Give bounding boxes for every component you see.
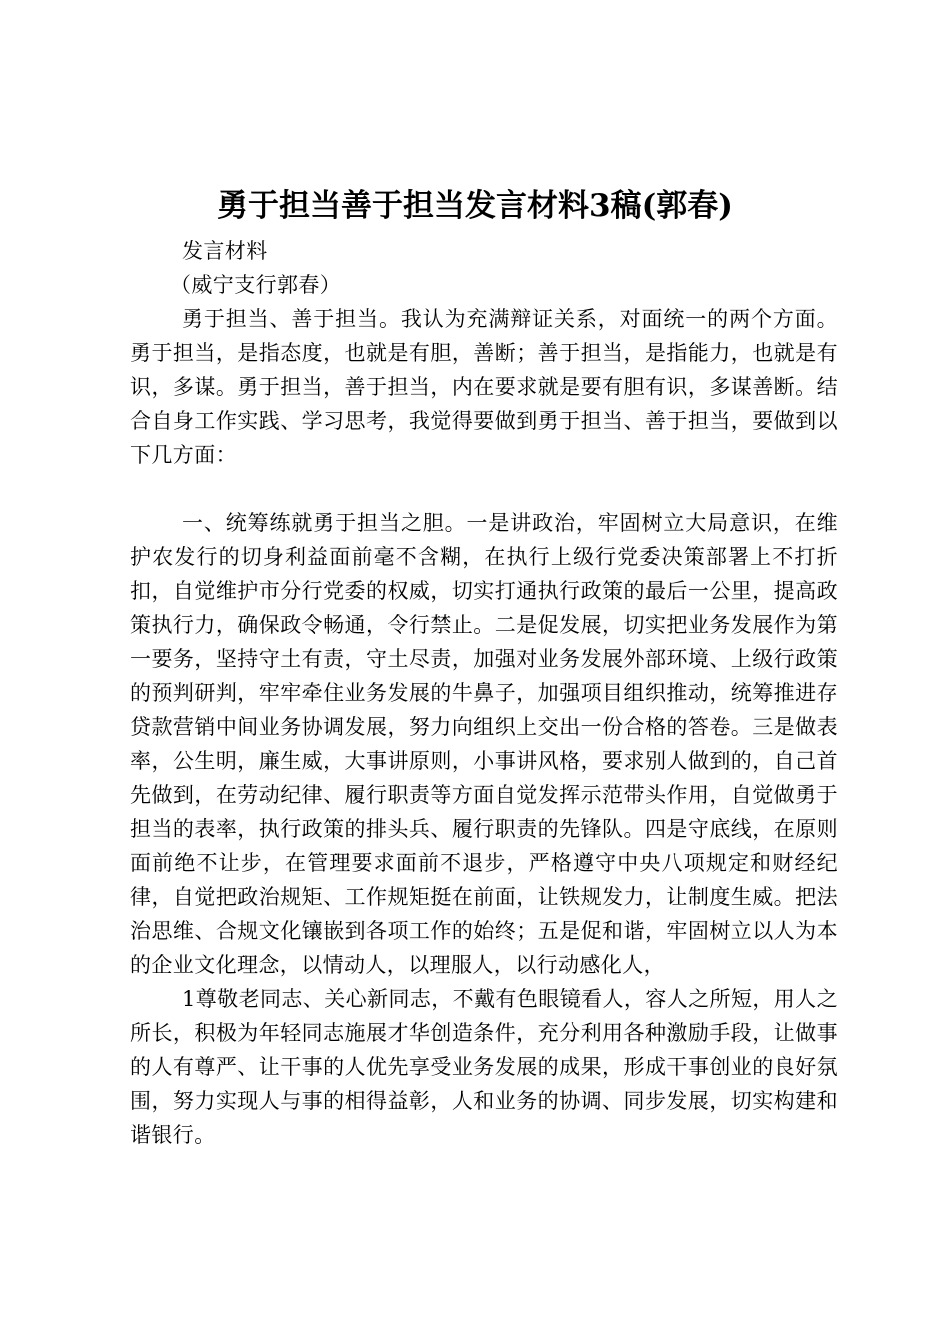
author-line: （威宁支行郭春）	[170, 273, 342, 297]
subtitle: 发言材料	[182, 239, 268, 263]
paragraph-section-one: 一、统筹练就勇于担当之胆。一是讲政治，牢固树立大局意识，在维护农发行的切身利益面前毫不含糊，在执行上级行党委决策部署上不打折扣，自觉维护市分行党委的权威，切实打通执行政策的最后一公里，提高政策执行力，确保政令畅通，令行禁止。二是促发展，切实把业务发展作为第一要务，坚持守土有责，守土尽责，加强对业务发展外部环境、上级行政策的预判研判，牢牢牵住业务发展的牛鼻子，加强项目组织推动，统筹推进存贷款营销中间业务协调发展，努力向组织上交出一份合格的答卷。三是做表率，公生明，廉生威，大事讲原则，小事讲风格，要求别人做到的，自己首先做到，在劳动纪律、履行职责等方面自觉发挥示范带头作用，自觉做勇于担当的表率，执行政策的排头兵、履行职责的先锋队。四是守底线，在原则面前绝不让步，在管理要求面前不退步，严格遵守中央八项规定和财经纪律，自觉把政治规矩、工作规矩挺在前面，让铁规发力，让制度生威。把法治思维、合规文化镶嵌到各项工作的始终；五是促和谐，牢固树立以人为本的企业文化理念，以情动人，以理服人，以行动感化人，	[130, 511, 838, 977]
paragraph-intro: 勇于担当、善于担当。我认为充满辩证关系，对面统一的两个方面。勇于担当，是指态度，也就是有胆，善断；善于担当，是指能力，也就是有识，多谋。勇于担当，善于担当，内在要求就是要有胆有识，多谋善断。结合自身工作实践、学习思考，我觉得要做到勇于担当、善于担当，要做到以下几方面：	[130, 307, 838, 467]
paragraph-gap	[130, 472, 838, 506]
paragraph-item-one: 1尊敬老同志、关心新同志，不戴有色眼镜看人，容人之所短，用人之所长，积极为年轻同志施展才华创造条件，充分利用各种激励手段，让做事的人有尊严、让干事的人优先享受业务发展的成果，形成干事创业的良好氛围，努力实现人与事的相得益彰，人和业务的协调、同步发展，切实构建和谐银行。	[130, 987, 838, 1147]
document-title: 勇于担当善于担当发言材料3稿(郭春)	[217, 188, 733, 224]
document-body	[130, 234, 838, 1152]
